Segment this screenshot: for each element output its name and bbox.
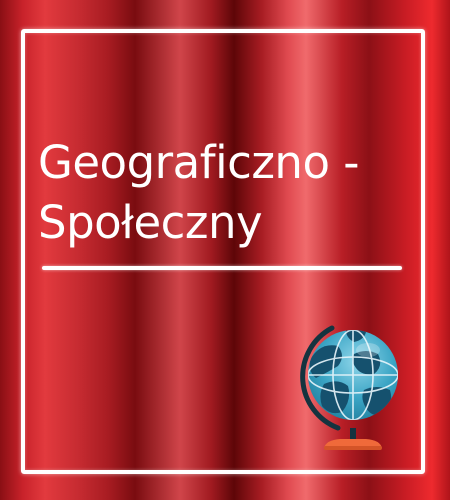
subject-title-line-1: Geograficzno - [38,136,360,189]
title-underline [42,266,402,270]
globe-icon [290,320,410,455]
subject-title [38,133,428,253]
subject-title-line-2: Społeczny [38,196,263,249]
